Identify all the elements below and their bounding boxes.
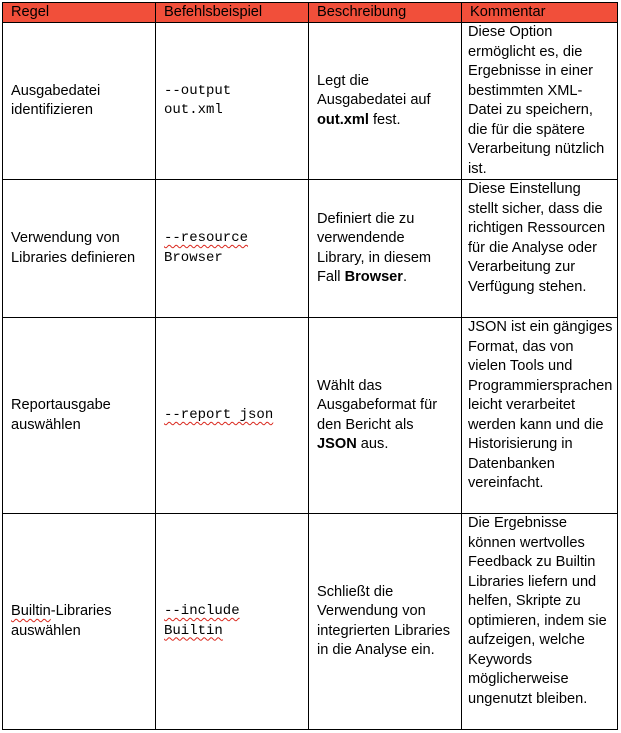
- table-row: [3, 514, 618, 730]
- rules-table: [2, 2, 618, 730]
- cell-kommentar: Die Ergebnisse können wertvolles Feedback zu Builtin Libraries liefern und helfen, Skripte zu optimieren, indem sie aufzeigen, welche Keywords möglicherweise ungenutzt bleiben.: [462, 514, 618, 730]
- header-beschreibung: Beschreibung: [309, 3, 462, 23]
- cell-kommentar: Diese Einstellung stellt sicher, dass die richtigen Ressourcen für die Analyse oder Verarbeitung zur Verfügung stehen.: [462, 180, 618, 318]
- cell-befehl: --report json: [156, 318, 309, 514]
- cell-befehl: --include Builtin: [156, 514, 309, 730]
- cell-befehl: --output out.xml: [156, 23, 309, 180]
- header-kommentar: Kommentar: [462, 3, 618, 23]
- cell-kommentar: Diese Option ermöglicht es, die Ergebnisse in einer bestimmten XML-Datei zu speichern, die für die spätere Verarbeitung nützlich ist.: [462, 23, 618, 180]
- cell-beschreibung: Definiert die zu verwendende Library, in diesem Fall Browser.: [309, 180, 462, 318]
- cell-regel: Builtin-Libraries auswählen: [3, 514, 156, 730]
- cell-befehl: --resource Browser: [156, 180, 309, 318]
- table-row: [3, 180, 618, 318]
- table-row: [3, 318, 618, 514]
- cell-regel: Verwendung von Libraries definieren: [3, 180, 156, 318]
- header-row: [3, 3, 618, 23]
- header-befehlsbeispiel: Befehlsbeispiel: [156, 3, 309, 23]
- cell-beschreibung: Legt die Ausgabedatei auf out.xml fest.: [309, 23, 462, 180]
- header-regel: Regel: [3, 3, 156, 23]
- cell-regel: Ausgabedatei identifizieren: [3, 23, 156, 180]
- cell-regel: Reportausgabe auswählen: [3, 318, 156, 514]
- cell-beschreibung: Wählt das Ausgabeformat für den Bericht als JSON aus.: [309, 318, 462, 514]
- cell-beschreibung: Schließt die Verwendung von integrierten Libraries in die Analyse ein.: [309, 514, 462, 730]
- cell-kommentar: JSON ist ein gängiges Format, das von vielen Tools und Programmiersprachen leicht verarbeitet werden kann und die Historisierung in Datenbanken vereinfacht.: [462, 318, 618, 514]
- table-row: [3, 23, 618, 180]
